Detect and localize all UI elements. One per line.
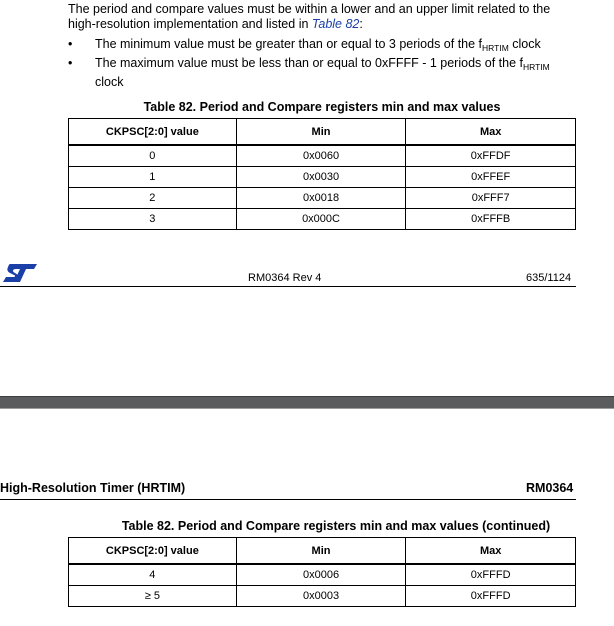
cell-max: 0xFFF7 bbox=[406, 188, 576, 209]
table-header-row bbox=[69, 538, 576, 565]
header-min: Min bbox=[236, 538, 406, 565]
st-logo-icon bbox=[2, 263, 38, 283]
cell-ckpsc: 2 bbox=[69, 188, 237, 209]
table-caption-continued: Table 82. Period and Compare registers min and max values (continued) bbox=[121, 519, 551, 533]
cell-min: 0x0060 bbox=[236, 145, 406, 167]
bullet-dot-icon: • bbox=[68, 37, 73, 51]
cell-min: 0x0006 bbox=[236, 564, 406, 586]
header-ckpsc: CKPSC[2:0] value bbox=[69, 119, 237, 146]
header-min: Min bbox=[236, 119, 406, 146]
cell-ckpsc: 4 bbox=[69, 564, 237, 586]
header-divider bbox=[0, 499, 576, 500]
table-row bbox=[69, 564, 576, 586]
table-header-row bbox=[69, 119, 576, 146]
intro-tail: : bbox=[359, 17, 363, 31]
table-row bbox=[69, 188, 576, 209]
header-ckpsc: CKPSC[2:0] value bbox=[69, 538, 237, 565]
cell-ckpsc: 3 bbox=[69, 209, 237, 230]
page-number: 635/1124 bbox=[526, 272, 572, 284]
cell-max: 0xFFEF bbox=[406, 167, 576, 188]
footer-divider bbox=[0, 286, 576, 287]
header-max: Max bbox=[406, 119, 576, 146]
cell-min: 0x0003 bbox=[236, 586, 406, 607]
bullet-tail: clock bbox=[95, 75, 124, 89]
table-caption: Table 82. Period and Compare registers min and max values bbox=[143, 100, 501, 114]
cell-max: 0xFFFD bbox=[406, 586, 576, 607]
document-revision: RM0364 Rev 4 bbox=[248, 272, 322, 284]
cell-min: 0x0018 bbox=[236, 188, 406, 209]
table-row bbox=[69, 167, 576, 188]
table-row bbox=[69, 586, 576, 607]
registers-table-continued bbox=[68, 537, 576, 607]
intro-text: The period and compare values must be within a lower and an upper limit related to the high-resolution implementation and listed in bbox=[68, 2, 551, 31]
bullet-text: The minimum value must be greater than or equal to 3 periods of the f bbox=[95, 37, 483, 51]
registers-table bbox=[68, 118, 576, 230]
cell-max: 0xFFFB bbox=[406, 209, 576, 230]
cell-ckpsc: ≥ 5 bbox=[69, 586, 237, 607]
document-id: RM0364 bbox=[526, 481, 574, 495]
section-title: High-Resolution Timer (HRTIM) bbox=[0, 481, 186, 495]
cell-ckpsc: 0 bbox=[69, 145, 237, 167]
table-row bbox=[69, 209, 576, 230]
table-82-link[interactable]: Table 82 bbox=[311, 17, 360, 31]
cell-max: 0xFFDF bbox=[406, 145, 576, 167]
cell-min: 0x000C bbox=[236, 209, 406, 230]
bullet-subscript: HRTIM bbox=[522, 62, 550, 72]
page-separator bbox=[0, 396, 614, 409]
header-max: Max bbox=[406, 538, 576, 565]
cell-max: 0xFFFD bbox=[406, 564, 576, 586]
bullet-tail: clock bbox=[508, 37, 541, 51]
bullet-text: The maximum value must be less than or equal to 0xFFFF - 1 periods of the f bbox=[95, 56, 523, 70]
bullet-dot-icon: • bbox=[68, 56, 73, 70]
table-row bbox=[69, 145, 576, 167]
intro-paragraph bbox=[68, 2, 568, 32]
bullet-subscript: HRTIM bbox=[482, 43, 509, 53]
cell-ckpsc: 1 bbox=[69, 167, 237, 188]
cell-min: 0x0030 bbox=[236, 167, 406, 188]
